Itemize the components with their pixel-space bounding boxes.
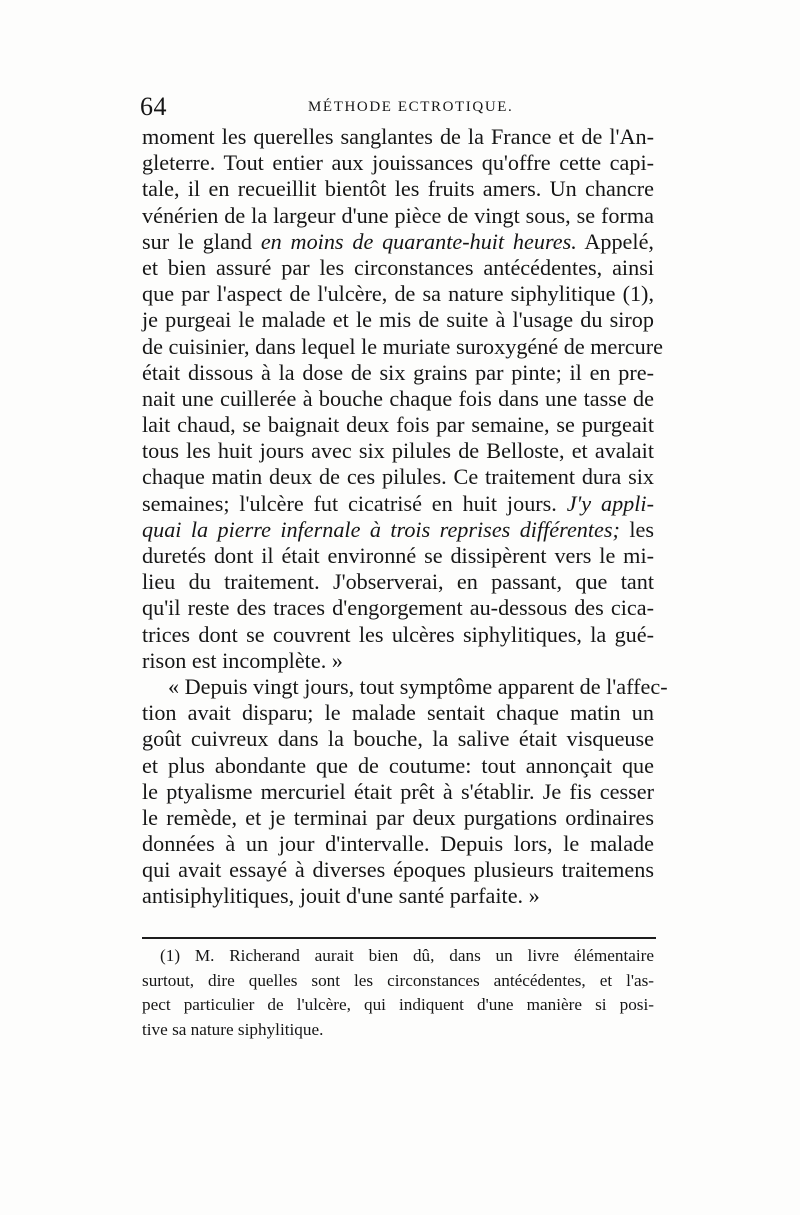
text-segment: le ptyalisme mercuriel était prêt à s'établir. Je fis cesser bbox=[142, 778, 654, 804]
text-segment: moment les querelles sanglantes de la France et de l'An- bbox=[142, 124, 654, 149]
text-segment: tion avait disparu; le malade sentait chaque matin un bbox=[142, 700, 654, 726]
text-line bbox=[142, 255, 654, 281]
text-segment: trices dont se couvrent les ulcères siphylitiques, la gué- bbox=[142, 621, 654, 647]
text-segment: le remède, et je terminai par deux purgations ordinaires bbox=[142, 804, 654, 830]
footnote-separator bbox=[142, 937, 656, 939]
text-line bbox=[142, 673, 668, 700]
text-segment: « Depuis vingt jours, tout symptôme apparent de l'affec- bbox=[168, 673, 668, 699]
text-segment: antisiphylitiques, jouit d'une santé parfaite. » bbox=[142, 883, 540, 909]
text-line bbox=[142, 857, 654, 883]
text-line bbox=[142, 517, 654, 543]
text-segment: lieu du traitement. J'observerai, en passant, que tant bbox=[142, 569, 654, 595]
text-segment: et bien assuré par les circonstances antécédentes, ainsi bbox=[142, 254, 654, 280]
text-segment: gleterre. Tout entier aux jouissances qu'offre cette capi- bbox=[142, 150, 654, 176]
text-segment: nait une cuillerée à bouche chaque fois dans une tasse de bbox=[142, 385, 654, 411]
text-line bbox=[142, 124, 654, 150]
text-line bbox=[142, 464, 654, 490]
text-line bbox=[142, 622, 654, 648]
text-line bbox=[142, 700, 654, 726]
text-line bbox=[142, 753, 654, 779]
text-line bbox=[142, 595, 654, 621]
text-segment: tous les huit jours avec six pilules de Belloste, et avalait bbox=[142, 438, 654, 464]
footnote bbox=[142, 944, 654, 1042]
text-line bbox=[142, 726, 654, 752]
text-line bbox=[142, 360, 654, 386]
text-line bbox=[142, 805, 654, 831]
text-line bbox=[142, 883, 654, 909]
text-segment: était dissous à la dose de six grains par pinte; il en pre- bbox=[142, 359, 654, 385]
text-line bbox=[142, 648, 654, 674]
text-segment: tale, il en recueillit bientôt les fruits amers. Un chancre bbox=[142, 176, 654, 202]
text-line bbox=[142, 176, 654, 202]
text-segment: que par l'aspect de l'ulcère, de sa nature siphylitique (1), bbox=[142, 281, 654, 307]
text-line bbox=[142, 543, 654, 569]
footnote-line: tive sa nature siphylitique. bbox=[142, 1019, 324, 1039]
main-text bbox=[142, 124, 668, 910]
text-line bbox=[142, 412, 654, 438]
text-segment: et plus abondante que de coutume: tout annonçait que bbox=[142, 752, 654, 778]
text-segment: les bbox=[619, 516, 654, 542]
text-line bbox=[142, 333, 663, 360]
text-line bbox=[142, 281, 654, 307]
text-line bbox=[142, 779, 654, 805]
text-line bbox=[142, 386, 654, 412]
italic-text: en moins de quarante-huit heures. bbox=[260, 228, 577, 254]
italic-text: quai la pierre infernale à trois reprises différentes; bbox=[142, 516, 620, 542]
text-line bbox=[142, 438, 654, 464]
text-segment: sur le gland bbox=[142, 228, 261, 254]
text-line bbox=[142, 203, 654, 229]
text-segment: duretés dont il était environné se dissipèrent vers le mi- bbox=[142, 543, 654, 568]
footnote-line: (1) M. Richerand aurait bien dû, dans un livre élémentaire bbox=[160, 946, 654, 965]
text-line bbox=[142, 229, 654, 255]
footnote-line: surtout, dire quelles sont les circonstances antécédentes, et l'as- bbox=[142, 970, 654, 990]
page-number: 64 bbox=[140, 92, 167, 121]
running-title: MÉTHODE ECTROTIQUE. bbox=[308, 99, 514, 115]
text-segment: semaines; l'ulcère fut cicatrisé en huit jours. bbox=[142, 490, 567, 516]
text-segment: qui avait essayé à diverses époques plusieurs traitemens bbox=[142, 857, 654, 883]
text-line bbox=[142, 831, 654, 857]
text-line bbox=[142, 569, 654, 595]
text-segment: goût cuivreux dans la bouche, la salive était visqueuse bbox=[142, 726, 654, 752]
text-segment: Appelé, bbox=[576, 228, 654, 254]
text-segment: je purgeai le malade et le mis de suite à l'usage du sirop bbox=[142, 307, 654, 333]
italic-text: J'y appli- bbox=[566, 490, 654, 516]
text-line bbox=[142, 307, 654, 333]
page-header bbox=[140, 92, 670, 122]
text-segment: lait chaud, se baignait deux fois par semaine, se purgeait bbox=[142, 412, 654, 438]
text-segment: rison est incomplète. » bbox=[142, 647, 343, 673]
text-line bbox=[142, 150, 654, 176]
text-segment: chaque matin deux de ces pilules. Ce traitement dura six bbox=[142, 464, 654, 490]
text-segment: qu'il reste des traces d'engorgement au-dessous des cica- bbox=[142, 595, 654, 621]
text-line bbox=[142, 491, 654, 517]
text-segment: de cuisinier, dans lequel le muriate suroxygéné de mercure bbox=[142, 333, 663, 359]
footnote-line: pect particulier de l'ulcère, qui indiquent d'une manière si posi- bbox=[142, 995, 654, 1014]
text-segment: vénérien de la largeur d'une pièce de vingt sous, se forma bbox=[142, 202, 654, 228]
text-segment: données à un jour d'intervalle. Depuis lors, le malade bbox=[142, 831, 654, 857]
